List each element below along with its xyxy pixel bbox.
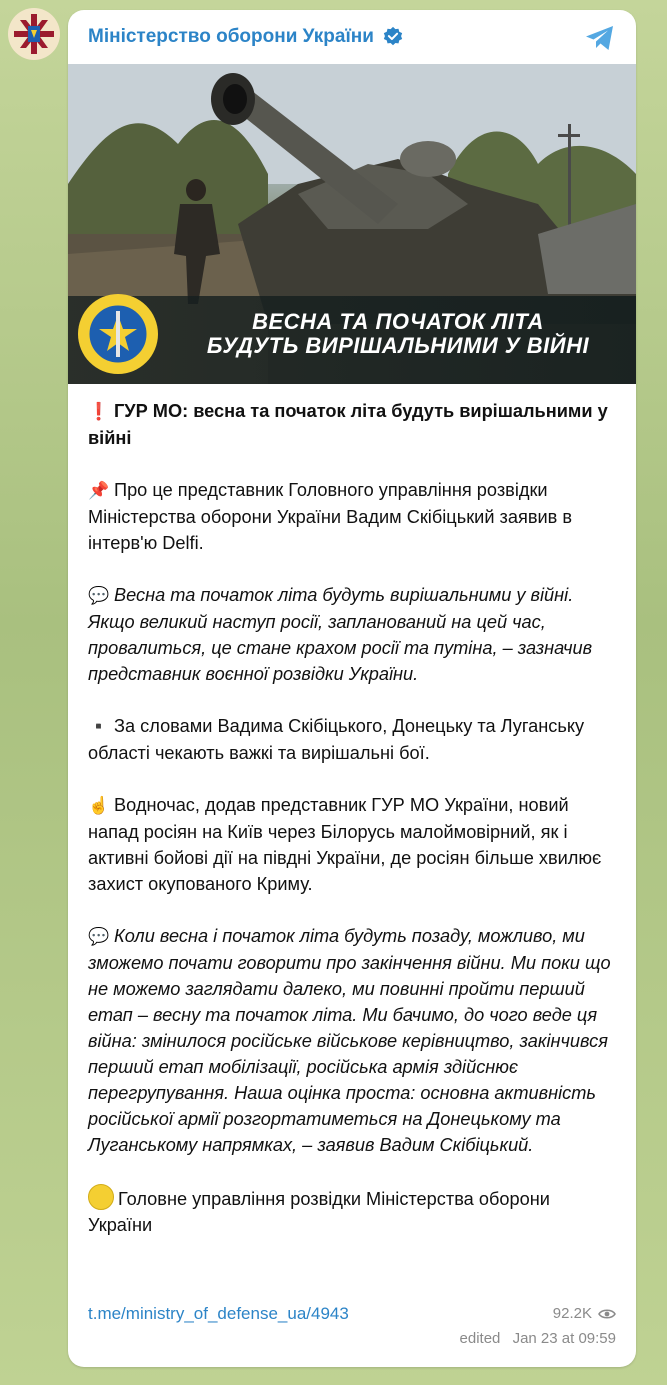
message-card <box>68 10 636 1367</box>
message-time: Jan 23 at 09:59 <box>512 1330 616 1347</box>
post-quote: 💬 Коли весна і початок літа будуть позаду, можливо, ми зможемо почати говорити про закінчення війни. Ми поки що не можемо заглядати далеко, ми повинні пройти перший етап – весну та початок літа. Ми бачимо, до чого веде ця війна: змінилося російське військове керівництво, закінчився перший етап мобілізації, російська армія здійснює перегрупування. Наша оцінка проста: основна активність російської армії розгортатиметься на Донецькому та Луганському напрямках, – заявив Вадим Скібіцький. <box>88 926 611 1155</box>
military-intelligence-emblem-icon <box>78 294 158 374</box>
exclamation-icon: ❗ <box>88 402 110 421</box>
view-count-value: 92.2K <box>552 1305 592 1322</box>
banner-line-1: ВЕСНА ТА ПОЧАТОК ЛІТА <box>252 309 544 334</box>
post-paragraph: 📌 Про це представник Головного управління розвідки Міністерства оборони України Вадим Скібіцький заявив в інтерв'ю Delfi. <box>88 480 573 553</box>
intelligence-emblem-icon <box>88 1184 114 1210</box>
image-banner-text <box>188 310 608 358</box>
pushpin-icon: 📌 <box>88 481 110 500</box>
view-count <box>553 1305 616 1322</box>
post-image[interactable] <box>68 64 636 384</box>
post-quote: 💬 Весна та початок літа будуть вирішальними у війні. Якщо великий наступ росії, запланований на цей час, провалиться, це стане крахом росії та путіна, – зазначив представник воєнної розвідки України. <box>88 585 593 684</box>
banner-line-2: БУДУТЬ ВИРІШАЛЬНИМИ У ВІЙНІ <box>206 333 590 358</box>
post-headline: ❗ ГУР МО: весна та початок літа будуть вирішальними у війні <box>88 401 608 448</box>
message-meta <box>460 1330 616 1347</box>
telegram-share-icon[interactable] <box>584 24 616 52</box>
pointing-up-icon: ☝️ <box>88 796 110 815</box>
ministry-emblem-icon <box>12 12 56 56</box>
channel-name[interactable]: Міністерство оборони України <box>88 26 374 47</box>
channel-avatar[interactable] <box>8 8 60 60</box>
black-square-icon: ▪️ <box>88 717 110 736</box>
speech-bubble-icon: 💬 <box>88 586 110 605</box>
post-paragraph: ▪️ За словами Вадима Скібіцького, Донецьку та Луганську області чекають важкі та вирішальні бої. <box>88 716 585 763</box>
post-paragraph: ☝️ Водночас, додав представник ГУР МО України, новий напад росіян на Київ через Білорусь малоймовірний, як і активні бойові дії на півдні України, де росіян більше хвилює захист окупованого Криму. <box>88 795 602 894</box>
post-source: Головне управління розвідки Міністерства оборони України <box>88 1184 616 1238</box>
post-link[interactable]: t.me/ministry_of_defense_ua/4943 <box>88 1304 349 1323</box>
edited-label: edited <box>459 1330 501 1347</box>
verified-badge-icon <box>382 26 404 48</box>
eye-icon <box>598 1308 616 1320</box>
message-header <box>68 10 636 64</box>
message-footer <box>88 1304 616 1364</box>
speech-bubble-icon: 💬 <box>88 927 110 946</box>
post-body <box>68 384 636 1238</box>
